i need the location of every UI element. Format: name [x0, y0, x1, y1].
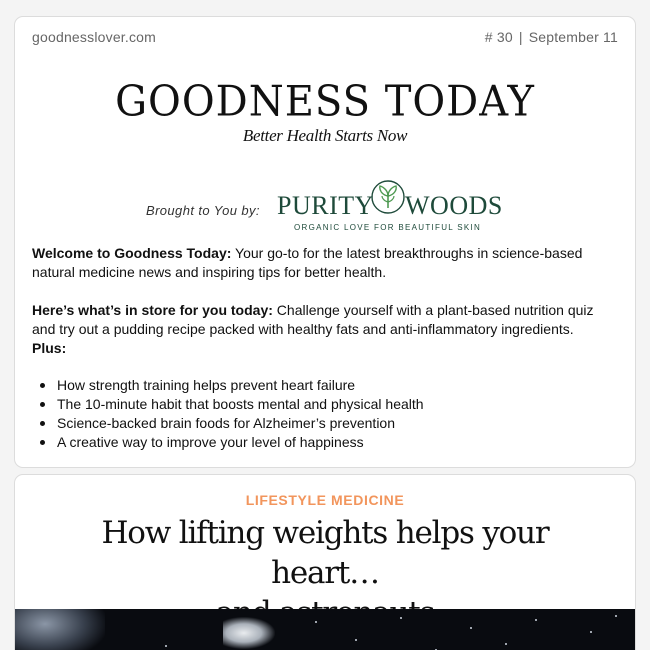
astronaut-figure — [223, 617, 275, 649]
star — [315, 621, 317, 623]
star — [535, 619, 537, 621]
star — [355, 639, 357, 641]
logo-word-left: PURITY — [277, 191, 374, 220]
list-item: How strength training helps prevent heart failure — [32, 376, 595, 395]
separator: | — [518, 29, 523, 45]
article-card[interactable] — [14, 474, 636, 650]
sponsor-label: Brought to You by: — [146, 203, 260, 218]
star — [400, 617, 402, 619]
star — [505, 643, 507, 645]
earth-glow — [15, 609, 105, 650]
site-link[interactable]: goodnesslover.com — [32, 29, 157, 45]
today-paragraph — [32, 301, 595, 358]
intro-card — [14, 16, 636, 468]
today-text: Challenge yourself with a plant-based nutrition quiz and try out a pudding recipe packed with healthy fats and anti-inflammatory ingredients. — [32, 302, 594, 337]
intro-text — [32, 244, 595, 452]
highlights-list — [32, 376, 595, 452]
title-part1: GOODNE — [115, 77, 315, 127]
star — [615, 615, 617, 617]
star — [470, 627, 472, 629]
newsletter-logo[interactable] — [15, 78, 635, 126]
plus-label: Plus: — [32, 340, 67, 356]
welcome-bold: Welcome to Goodness Today: — [32, 245, 232, 261]
issue-date: September 11 — [528, 29, 618, 45]
issue-info — [485, 29, 618, 45]
logo-word-right: WOODS — [405, 191, 503, 220]
sponsor-block — [15, 181, 635, 241]
hero-image[interactable] — [15, 609, 635, 650]
tagline: Better Health Starts Now — [242, 126, 408, 145]
headline-line-1: How lifting weights helps your heart… — [101, 515, 549, 591]
star — [590, 631, 592, 633]
issue-number: # 30 — [484, 29, 513, 45]
leaf-sprout-icon — [370, 179, 406, 215]
welcome-paragraph — [32, 244, 595, 282]
logo-subtitle: ORGANIC LOVE FOR BEAUTIFUL SKIN — [294, 223, 482, 232]
list-item: A creative way to improve your level of happiness — [32, 433, 595, 452]
title-part2: SS TODAY — [314, 77, 535, 127]
welcome-text: Your go-to for the latest breakthroughs in science-based natural medicine news and inspiring tips for better health. — [32, 245, 583, 280]
list-item: The 10-minute habit that boosts mental and physical health — [32, 395, 595, 414]
meta-row — [32, 29, 618, 49]
list-item: Science-backed brain foods for Alzheimer’s prevention — [32, 414, 595, 433]
star — [165, 645, 167, 647]
today-bold: Here’s what’s in store for you today: — [32, 302, 273, 318]
article-category[interactable]: LIFESTYLE MEDICINE — [245, 492, 405, 508]
sponsor-logo[interactable] — [277, 181, 509, 225]
masthead — [15, 79, 635, 146]
